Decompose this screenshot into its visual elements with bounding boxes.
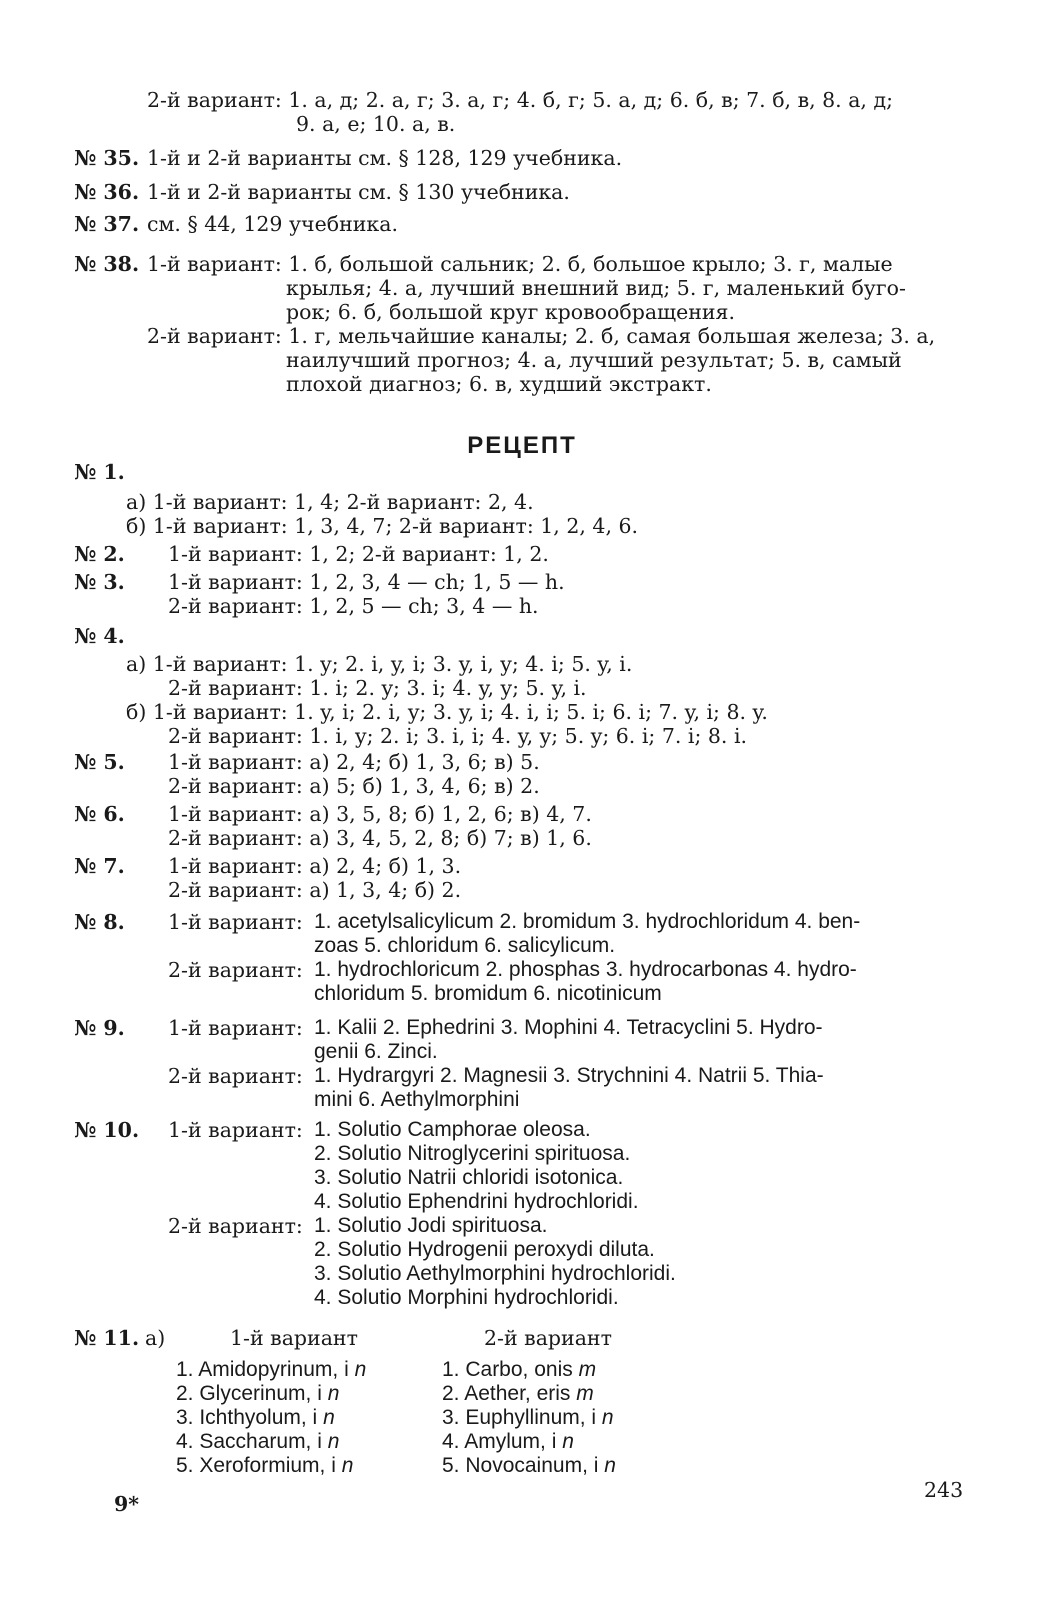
item-38-line-4: 2-й вариант: 1. г, мельчайшие каналы; 2. б, самая большая железа; 3. а, xyxy=(147,324,936,348)
gender-marker: n xyxy=(327,1430,340,1453)
recipe-11-header-variant-2: 2-й вариант xyxy=(484,1326,612,1350)
recipe-10-label-1: 1-й вариант: xyxy=(168,1118,303,1142)
recipe-2-text: 1-й вариант: 1, 2; 2-й вариант: 1, 2. xyxy=(168,542,549,566)
recipe-5-line-2: 2-й вариант: а) 5; б) 1, 3, 4, 6; в) 2. xyxy=(168,774,540,798)
recipe-10-v2-line: 2. Solutio Hydrogenii peroxydi diluta. xyxy=(314,1238,655,1261)
recipe-7-line-2: 2-й вариант: а) 1, 3, 4; б) 2. xyxy=(168,878,462,902)
item-37-text: см. § 44, 129 учебника. xyxy=(147,212,398,236)
recipe-4-line-2: 2-й вариант: 1. i; 2. y; 3. i; 4. y, y; 5. y, i. xyxy=(168,676,587,700)
gender-marker: n xyxy=(601,1406,614,1429)
recipe-11-number: № 11. xyxy=(74,1326,140,1350)
recipe-9-line-1: 1. Kalii 2. Ephedrini 3. Mophini 4. Tetracyclini 5. Hydro- xyxy=(314,1016,823,1039)
recipe-8-line-1: 1. acetylsalicylicum 2. bromidum 3. hydrochloridum 4. ben- xyxy=(314,910,861,933)
recipe-5-number: № 5. xyxy=(74,750,125,774)
item-35-text: 1-й и 2-й варианты см. § 128, 129 учебника. xyxy=(147,146,623,170)
item-38-number: № 38. xyxy=(74,252,140,276)
recipe-2-number: № 2. xyxy=(74,542,125,566)
recipe-9-line-3: 1. Hydrargyri 2. Magnesii 3. Strychnini 4. Natrii 5. Thia- xyxy=(314,1064,824,1087)
recipe-10-v2-line: 3. Solutio Aethylmorphini hydrochloridi. xyxy=(314,1262,676,1285)
recipe-11-col1-item: 2. Glycerinum, i n xyxy=(176,1382,340,1405)
item-38-line-1: 1-й вариант: 1. б, большой сальник; 2. б, большое крыло; 3. г, малые xyxy=(147,252,893,276)
recipe-1-number: № 1. xyxy=(74,460,125,484)
recipe-8-line-4: chloridum 5. bromidum 6. nicotinicum xyxy=(314,982,662,1005)
recipe-10-v2-line: 1. Solutio Jodi spirituosa. xyxy=(314,1214,548,1237)
recipe-9-label-1: 1-й вариант: xyxy=(168,1016,303,1040)
recipe-10-v1-line: 2. Solutio Nitroglycerini spirituosa. xyxy=(314,1142,631,1165)
recipe-11-col2-item: 3. Euphyllinum, i n xyxy=(442,1406,614,1429)
recipe-11-header-variant-1: 1-й вариант xyxy=(230,1326,358,1350)
recipe-10-number: № 10. xyxy=(74,1118,140,1142)
recipe-6-line-1: 1-й вариант: а) 3, 5, 8; б) 1, 2, 6; в) 4, 7. xyxy=(168,802,592,826)
signature-mark: 9* xyxy=(114,1492,139,1516)
recipe-11-col2-item: 2. Aether, eris m xyxy=(442,1382,594,1405)
item-36-number: № 36. xyxy=(74,180,140,204)
recipe-10-v1-line: 4. Solutio Ephendrini hydrochloridi. xyxy=(314,1190,639,1213)
recipe-11-col1-item: 1. Amidopyrinum, i n xyxy=(176,1358,367,1381)
recipe-8-line-3: 1. hydrochloricum 2. phosphas 3. hydrocarbonas 4. hydro- xyxy=(314,958,857,981)
recipe-10-label-2: 2-й вариант: xyxy=(168,1214,303,1238)
recipe-10-v1-line: 1. Solutio Camphorae oleosa. xyxy=(314,1118,591,1141)
recipe-3-line-1: 1-й вариант: 1, 2, 3, 4 — ch; 1, 5 — h. xyxy=(168,570,565,594)
recipe-4-line-1: а) 1-й вариант: 1. y; 2. i, y, i; 3. y, i, y; 4. i; 5. y, i. xyxy=(126,652,633,676)
gender-marker: n xyxy=(562,1430,574,1453)
gender-marker: n xyxy=(354,1358,367,1381)
recipe-8-line-2: zoas 5. chloridum 6. salicylicum. xyxy=(314,934,616,957)
item-38-line-6: плохой диагноз; 6. в, худший экстракт. xyxy=(286,372,712,396)
item-36-text: 1-й и 2-й варианты см. § 130 учебника. xyxy=(147,180,570,204)
recipe-11-col1-item: 5. Xeroformium, i n xyxy=(176,1454,354,1477)
item-37-number: № 37. xyxy=(74,212,140,236)
recipe-9-line-4: mini 6. Aethylmorphini xyxy=(314,1088,520,1111)
gender-marker: m xyxy=(578,1358,597,1381)
gender-marker: n xyxy=(604,1454,616,1477)
recipe-4-line-4: 2-й вариант: 1. i, y; 2. i; 3. i, i; 4. y, y; 5. y; 6. i; 7. i; 8. i. xyxy=(168,724,748,748)
recipe-1-b: б) 1-й вариант: 1, 3, 4, 7; 2-й вариант: 1, 2, 4, 6. xyxy=(126,514,639,538)
recipe-11-part-a: а) xyxy=(145,1326,166,1350)
item-38-line-3: рок; 6. б, большой круг кровообращения. xyxy=(286,300,736,324)
recipe-9-line-2: genii 6. Zinci. xyxy=(314,1040,438,1063)
recipe-6-line-2: 2-й вариант: а) 3, 4, 5, 2, 8; б) 7; в) 1, 6. xyxy=(168,826,592,850)
gender-marker: n xyxy=(323,1406,335,1429)
recipe-3-line-2: 2-й вариант: 1, 2, 5 — ch; 3, 4 — h. xyxy=(168,594,539,618)
section-title: РЕЦЕПТ xyxy=(467,432,577,459)
recipe-6-number: № 6. xyxy=(74,802,125,826)
item-35-number: № 35. xyxy=(74,146,140,170)
recipe-11-col2-item: 4. Amylum, i n xyxy=(442,1430,574,1453)
page-number: 243 xyxy=(924,1478,964,1502)
recipe-11-col1-item: 4. Saccharum, i n xyxy=(176,1430,340,1453)
gender-marker: m xyxy=(576,1382,594,1405)
recipe-3-number: № 3. xyxy=(74,570,125,594)
item-38-line-2: крылья; 4. а, лучший внешний вид; 5. г, маленький буго- xyxy=(286,276,906,300)
recipe-11-col2-item: 1. Carbo, onis m xyxy=(442,1358,597,1381)
recipe-8-number: № 8. xyxy=(74,910,125,934)
recipe-8-label-1: 1-й вариант: xyxy=(168,910,303,934)
recipe-4-number: № 4. xyxy=(74,624,125,648)
variant-2-line-1: 2-й вариант: 1. а, д; 2. а, г; 3. а, г; 4. б, г; 5. а, д; 6. б, в; 7. б, в, 8. а, д; xyxy=(147,88,893,112)
recipe-5-line-1: 1-й вариант: а) 2, 4; б) 1, 3, 6; в) 5. xyxy=(168,750,540,774)
recipe-9-label-2: 2-й вариант: xyxy=(168,1064,303,1088)
recipe-11-col2-item: 5. Novocainum, i n xyxy=(442,1454,616,1477)
recipe-8-label-2: 2-й вариант: xyxy=(168,958,303,982)
gender-marker: n xyxy=(341,1454,354,1477)
recipe-10-v1-line: 3. Solutio Natrii chloridi isotonica. xyxy=(314,1166,624,1189)
recipe-4-line-3: б) 1-й вариант: 1. y, i; 2. i, y; 3. y, i; 4. i, i; 5. i; 6. i; 7. y, i; 8. y. xyxy=(126,700,768,724)
recipe-7-number: № 7. xyxy=(74,854,125,878)
recipe-10-v2-line: 4. Solutio Morphini hydrochloridi. xyxy=(314,1286,619,1309)
recipe-9-number: № 9. xyxy=(74,1016,125,1040)
variant-2-line-2: 9. а, е; 10. а, в. xyxy=(296,112,456,136)
recipe-11-col1-item: 3. Ichthyolum, i n xyxy=(176,1406,335,1429)
recipe-1-a: а) 1-й вариант: 1, 4; 2-й вариант: 2, 4. xyxy=(126,490,534,514)
item-38-line-5: наилучший прогноз; 4. а, лучший результат; 5. в, самый xyxy=(286,348,902,372)
recipe-7-line-1: 1-й вариант: а) 2, 4; б) 1, 3. xyxy=(168,854,462,878)
gender-marker: n xyxy=(327,1382,340,1405)
